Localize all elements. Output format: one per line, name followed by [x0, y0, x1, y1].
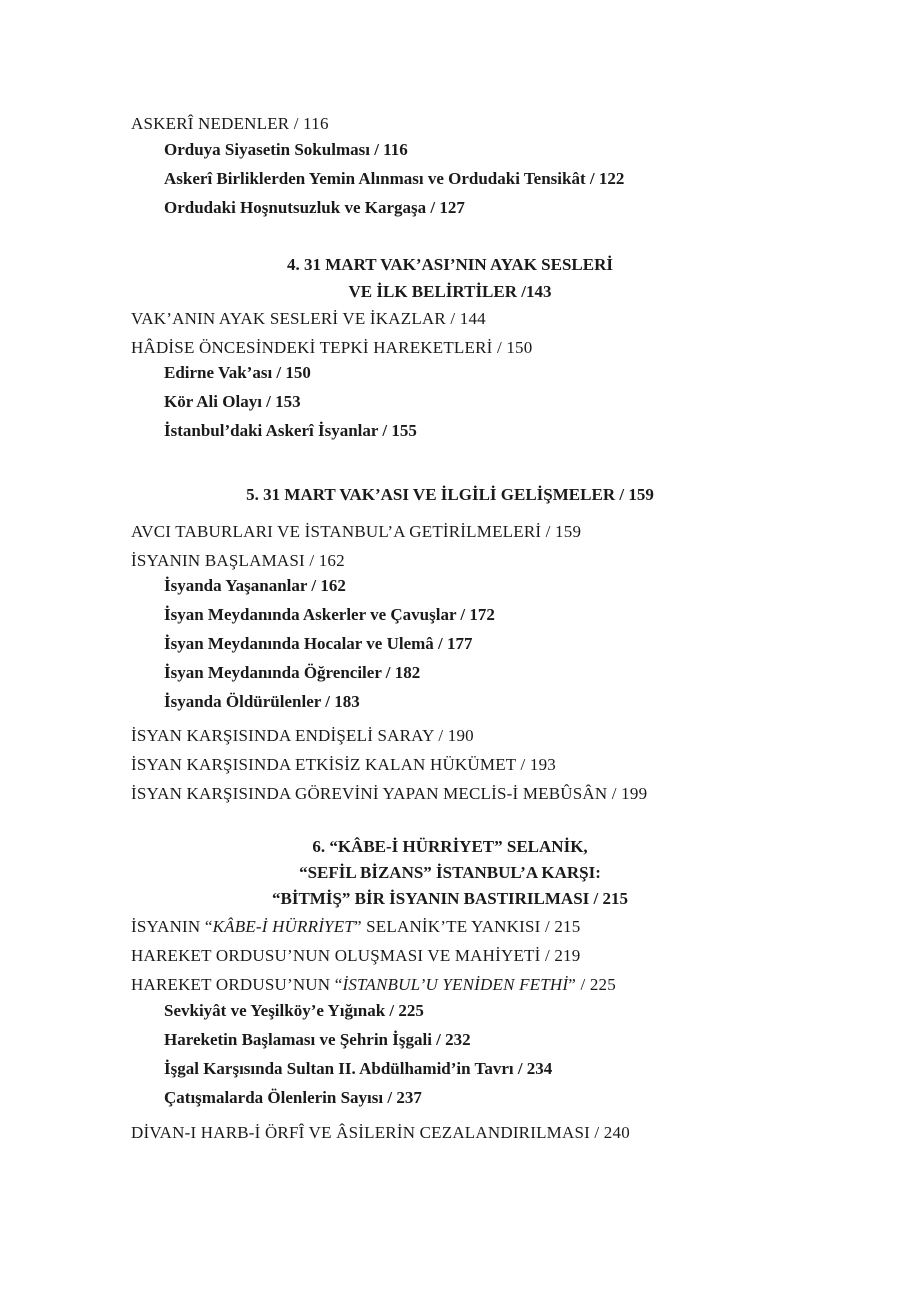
entry-text: 4. 31 MART VAK’ASI’NIN AYAK SESLERİ — [287, 255, 613, 274]
entry-text: İsyanda Yaşananlar / 162 — [164, 576, 346, 595]
subsection-entry — [164, 197, 465, 219]
subsection-entry — [164, 420, 417, 442]
chapter-heading — [0, 482, 900, 507]
section-entry — [131, 550, 345, 572]
entry-text: AVCI TABURLARI VE İSTANBUL’A GETİRİLMELERİ / 159 — [131, 522, 582, 541]
entry-text: ” / 225 — [568, 975, 616, 994]
subsection-entry — [164, 691, 360, 713]
subsection-entry — [164, 1029, 471, 1051]
entry-text: Askerî Birliklerden Yemin Alınması ve Ordudaki Tensikât / 122 — [164, 169, 625, 188]
entry-text: İsyan Meydanında Hocalar ve Ulemâ / 177 — [164, 634, 473, 653]
entry-text: Çatışmalarda Ölenlerin Sayısı / 237 — [164, 1088, 422, 1107]
entry-text: “SEFİL BİZANS” İSTANBUL’A KARŞI: — [299, 863, 601, 882]
subsection-entry — [164, 575, 346, 597]
subsection-entry — [164, 662, 420, 684]
entry-text: İSYANIN “ — [131, 917, 213, 936]
subsection-entry — [164, 168, 624, 190]
entry-text: İsyanda Öldürülenler / 183 — [164, 692, 360, 711]
entry-text: İSYAN KARŞISINDA GÖREVİNİ YAPAN MECLİS-İ MEBÛSÂN / 199 — [131, 784, 648, 803]
entry-text: ASKERÎ NEDENLER / 116 — [131, 114, 329, 133]
entry-text: Edirne Vak’ası / 150 — [164, 363, 311, 382]
entry-text: İSYAN KARŞISINDA ENDİŞELİ SARAY / 190 — [131, 726, 474, 745]
section-entry — [131, 974, 616, 996]
entry-text: İsyan Meydanında Öğrenciler / 182 — [164, 663, 421, 682]
section-entry — [131, 754, 556, 776]
entry-text: 5. 31 MART VAK’ASI VE İLGİLİ GELİŞMELER / 159 — [246, 485, 654, 504]
chapter-heading — [0, 252, 900, 277]
entry-text: İsyan Meydanında Askerler ve Çavuşlar / 172 — [164, 605, 495, 624]
entry-text: VAK’ANIN AYAK SESLERİ VE İKAZLAR / 144 — [131, 309, 486, 328]
section-entry — [131, 1122, 630, 1144]
chapter-heading — [0, 860, 900, 885]
entry-text: Hareketin Başlaması ve Şehrin İşgali / 232 — [164, 1030, 471, 1049]
entry-text: DİVAN-I HARB-İ ÖRFÎ VE ÂSİLERİN CEZALANDIRILMASI / 240 — [131, 1123, 630, 1142]
entry-text: 6. “KÂBE-İ HÜRRİYET” SELANİK, — [312, 837, 588, 856]
subsection-entry — [164, 139, 408, 161]
subsection-entry — [164, 1058, 552, 1080]
subsection-entry — [164, 391, 301, 413]
chapter-heading — [0, 279, 900, 304]
subsection-entry — [164, 1000, 424, 1022]
entry-text: KÂBE-İ HÜRRİYET — [212, 917, 354, 936]
entry-text: İşgal Karşısında Sultan II. Abdülhamid’in Tavrı / 234 — [164, 1059, 553, 1078]
entry-text: Kör Ali Olayı / 153 — [164, 392, 301, 411]
subsection-entry — [164, 362, 311, 384]
section-entry — [131, 783, 647, 805]
entry-text: ” SELANİK’TE YANKISI / 215 — [353, 917, 581, 936]
entry-text: Orduya Siyasetin Sokulması / 116 — [164, 140, 408, 159]
section-entry — [131, 337, 532, 359]
entry-text: Sevkiyât ve Yeşilköy’e Yığınak / 225 — [164, 1001, 424, 1020]
subsection-entry — [164, 1087, 422, 1109]
entry-text: İSYANIN BAŞLAMASI / 162 — [131, 551, 345, 570]
entry-text: VE İLK BELİRTİLER /143 — [348, 282, 552, 301]
entry-text: İstanbul’daki Askerî İsyanlar / 155 — [164, 421, 417, 440]
section-entry — [131, 521, 581, 543]
entry-text: HÂDİSE ÖNCESİNDEKİ TEPKİ HAREKETLERİ / 150 — [131, 338, 533, 357]
chapter-heading — [0, 834, 900, 859]
subsection-entry — [164, 633, 473, 655]
entry-text: İSTANBUL’U YENİDEN FETHİ — [342, 975, 569, 994]
subsection-entry — [164, 604, 495, 626]
entry-text: Ordudaki Hoşnutsuzluk ve Kargaşa / 127 — [164, 198, 465, 217]
chapter-heading — [0, 886, 900, 911]
section-entry — [131, 945, 580, 967]
entry-text: HAREKET ORDUSU’NUN “ — [131, 975, 343, 994]
section-entry — [131, 113, 329, 135]
entry-text: “BİTMİŞ” BİR İSYANIN BASTIRILMASI / 215 — [272, 889, 628, 908]
entry-text: İSYAN KARŞISINDA ETKİSİZ KALAN HÜKÜMET / 193 — [131, 755, 556, 774]
entry-text: HAREKET ORDUSU’NUN OLUŞMASI VE MAHİYETİ / 219 — [131, 946, 581, 965]
section-entry — [131, 308, 486, 330]
section-entry — [131, 916, 580, 938]
section-entry — [131, 725, 474, 747]
